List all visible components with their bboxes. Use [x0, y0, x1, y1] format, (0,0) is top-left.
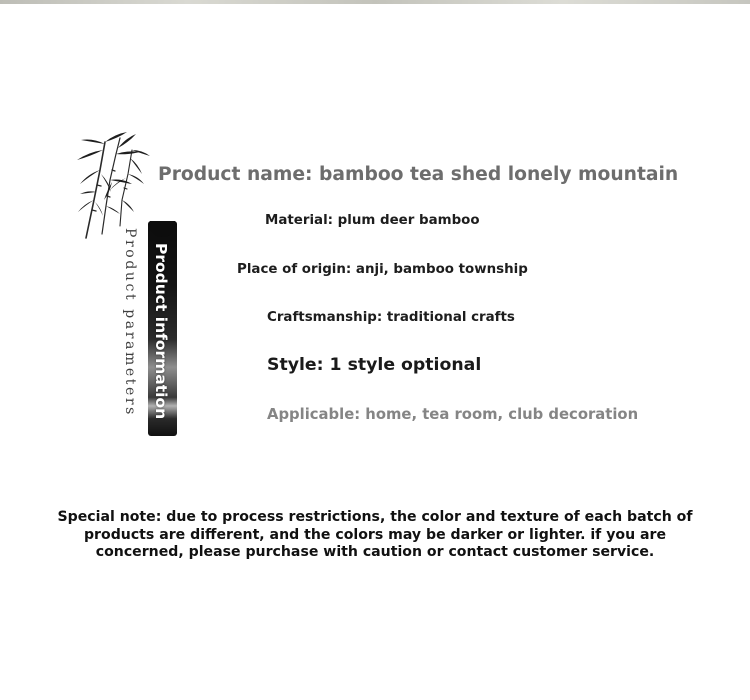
product-parameters-label: Product parameters — [122, 228, 138, 417]
material-param: Material: plum deer bamboo — [265, 213, 480, 228]
applicable-param: Applicable: home, tea room, club decoration — [267, 406, 639, 423]
origin-param: Place of origin: anji, bamboo township — [237, 262, 528, 277]
special-note: Special note: due to process restrictions, the color and texture of each batch of products are different, and the colors may be darker or lighter. if you are concerned, please purchase with caution or contact customer service. — [57, 509, 693, 560]
craftsmanship-param: Craftsmanship: traditional crafts — [267, 310, 515, 325]
product-information-label: Product information — [152, 243, 170, 420]
style-param: Style: 1 style optional — [267, 355, 482, 375]
product-name-title: Product name: bamboo tea shed lonely mountain — [158, 164, 679, 185]
product-information-banner — [148, 221, 177, 436]
bamboo-illustration-icon — [72, 130, 154, 240]
top-decorative-strip — [0, 0, 750, 4]
